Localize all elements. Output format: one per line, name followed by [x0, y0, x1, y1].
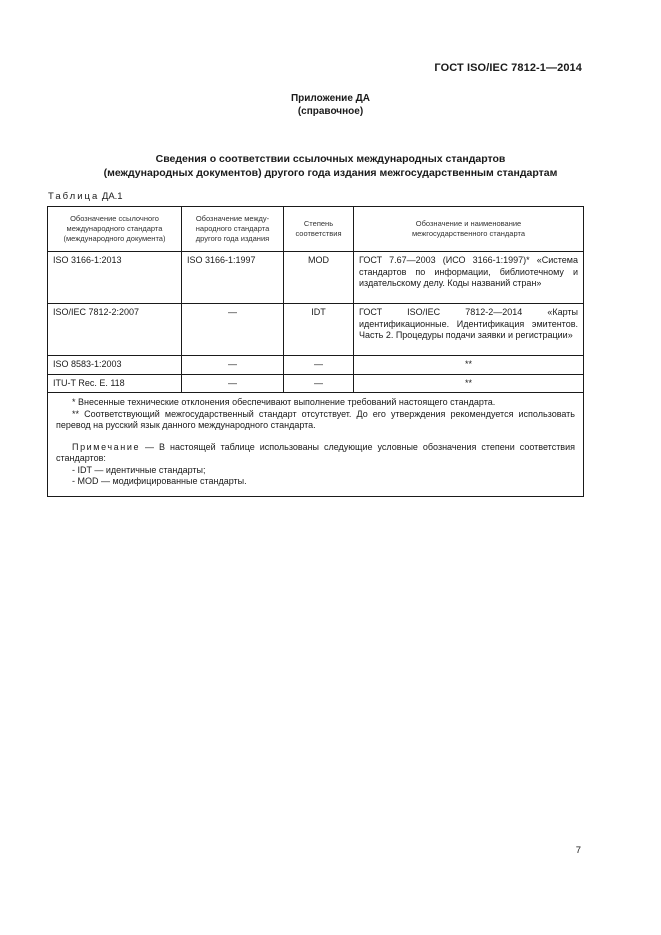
cell-reference: ISO/IEC 7812-2:2007 — [48, 304, 182, 356]
table-row — [48, 374, 584, 393]
table-caption-word: Таблица — [48, 191, 100, 202]
document-code: ГОСТ ISO/IEC 7812-1—2014 — [434, 62, 582, 74]
table-caption — [48, 191, 123, 202]
footnote-2: ** Соответствующий межгосударственный стандарт отсутствует. До его утверждения рекомендуется использовать перевод на русский язык данного международного стандарта. — [56, 408, 575, 430]
table-row — [48, 252, 584, 304]
correspondence-table — [47, 206, 584, 497]
cell-other-edition: ISO 3166-1:1997 — [182, 252, 284, 304]
table-notes-row — [48, 393, 584, 497]
cell-other-edition: — — [182, 304, 284, 356]
header-text: (международного документа) — [63, 234, 166, 243]
cell-other-edition: — — [182, 374, 284, 393]
cell-national-standard: ** — [354, 356, 584, 375]
note-text: — В настоящей таблице использованы следующие условные обозначения степени соответствия стандартов: — [56, 441, 575, 463]
note-item-mod: - MOD — модифицированные стандарты. — [72, 476, 247, 486]
cell-national-standard: ГОСТ ISO/IEC 7812-2—2014 «Карты идентификационные. Идентификация эмитентов. Часть 2. Процедуры подачи заявки и регистрации» — [354, 304, 584, 356]
header-text: межгосударственного стандарта — [412, 229, 525, 238]
header-text: Степень — [303, 219, 334, 228]
table-header-row — [48, 207, 584, 252]
cell-degree: — — [284, 356, 354, 375]
note-item-idt: - IDT — идентичные стандарты; — [72, 464, 206, 475]
footnote-1: * Внесенные технические отклонения обеспечивают выполнение требований настоящего стандарта. — [72, 397, 496, 407]
notes-gap — [56, 432, 575, 442]
annex-title-block — [0, 92, 661, 118]
cell-reference: ISO 3166-1:2013 — [48, 252, 182, 304]
page-number: 7 — [575, 845, 581, 856]
heading-line-2: (международных документов) другого года издания межгосударственным стандартам — [103, 167, 558, 179]
cell-reference: ITU-T Rec. E. 118 — [48, 374, 182, 393]
cell-degree: IDT — [284, 304, 354, 356]
header-text: Обозначение и наименование — [415, 219, 522, 228]
header-text: другого года издания — [195, 234, 270, 243]
header-text: народного стандарта — [195, 224, 270, 233]
annex-subtitle: (справочное) — [297, 106, 364, 117]
cell-degree: — — [284, 374, 354, 393]
table-notes — [48, 393, 584, 497]
header-text: международного стандарта — [66, 224, 163, 233]
cell-degree: MOD — [284, 252, 354, 304]
header-other-edition — [182, 207, 284, 252]
header-national-standard — [354, 207, 584, 252]
table-note — [56, 442, 575, 465]
cell-reference: ISO 8583-1:2003 — [48, 356, 182, 375]
table-row — [48, 356, 584, 375]
header-text: Обозначение между- — [195, 214, 270, 223]
annex-title: Приложение ДА — [290, 93, 371, 104]
header-degree — [284, 207, 354, 252]
section-heading — [0, 152, 661, 180]
heading-line-1: Сведения о соответствии ссылочных международных стандартов — [155, 153, 506, 165]
cell-national-standard: ** — [354, 374, 584, 393]
header-reference-standard — [48, 207, 182, 252]
table-caption-id: ДА.1 — [101, 191, 123, 202]
note-label: Примечание — [72, 441, 141, 452]
header-text: Обозначение ссылочного — [70, 214, 159, 223]
table-row — [48, 304, 584, 356]
cell-other-edition: — — [182, 356, 284, 375]
cell-national-standard: ГОСТ 7.67—2003 (ИСО 3166-1:1997)* «Система стандартов по информации, библиотечному и издательскому делу. Коды названий стран» — [354, 252, 584, 304]
header-text: соответствия — [295, 229, 342, 238]
